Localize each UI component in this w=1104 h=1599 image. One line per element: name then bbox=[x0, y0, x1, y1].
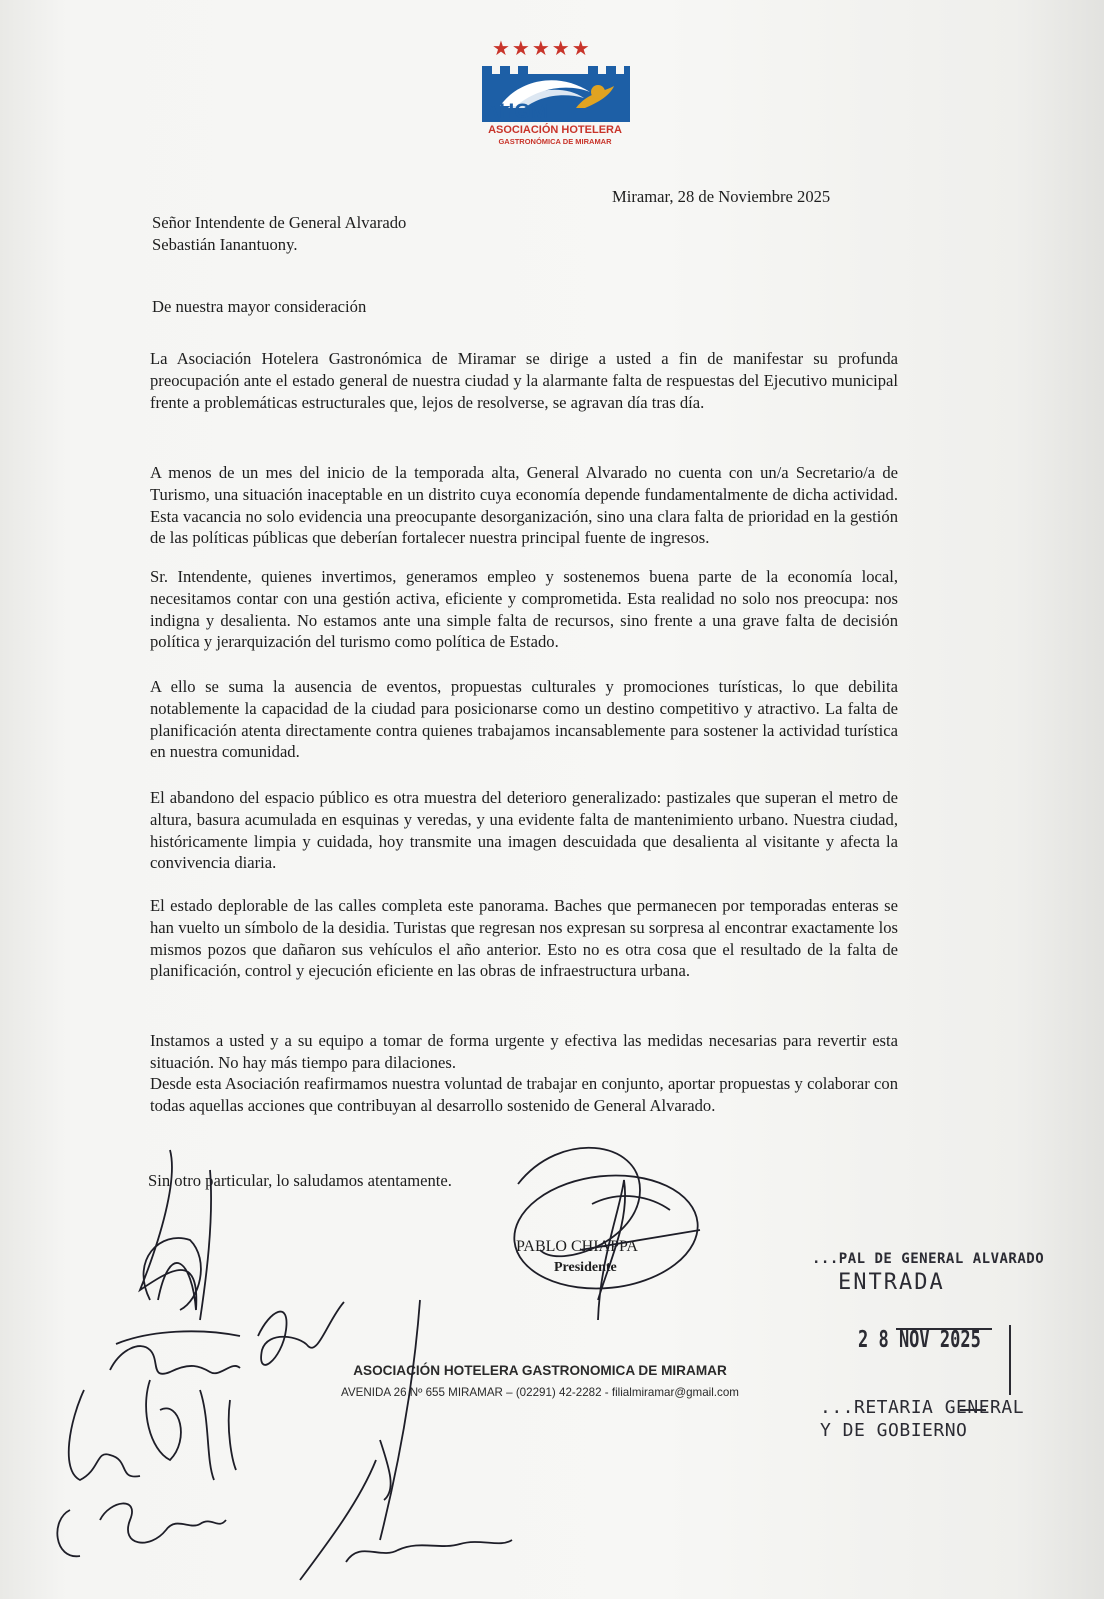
stamp-entrada: ENTRADA bbox=[838, 1270, 945, 1295]
signature-gonzalez-icon bbox=[300, 1300, 512, 1580]
logo-org-line1: ASOCIACIÓN HOTELERA bbox=[488, 124, 622, 136]
stamp-secretaria: ...RETARIA GENERAL bbox=[820, 1397, 1025, 1418]
stamp-gobierno: Y DE GOBIERNO bbox=[820, 1420, 968, 1441]
letter-date: Miramar, 28 de Noviembre 2025 bbox=[612, 187, 831, 206]
body-paragraph: A menos de un mes del inicio de la temporada alta, General Alvarado no cuenta con un/a Secretario/a de Turismo, una situación inaceptable en un distrito cuya economía depende fundamentalmente de dicha actividad. Esta vacancia no solo evidencia una preocupante desorganización, sino una clara falta de prioridad en la gestión de las políticas públicas que deberían fortalecer nuestra principal fuente de ingresos. bbox=[150, 463, 898, 548]
body-paragraph: A ello se suma la ausencia de eventos, propuestas culturales y promociones turísticas, lo que debilita notablemente la capacidad de la ciudad para posicionarse como un destino competitivo y atractivo. La falta de planificación atenta directamente contra quienes trabajamos incansablemente para sostener la actividad turística en nuestra comunidad. bbox=[150, 677, 898, 762]
greeting: De nuestra mayor consideración bbox=[152, 297, 367, 316]
signatory-role: Presidente bbox=[554, 1260, 617, 1275]
body-paragraph: El abandono del espacio público es otra muestra del deterioro generalizado: pastizales que superan el metro de altura, basura acumulada en esquinas y veredas, y una evidente falta de mantenimiento urbano. Nuestra ciudad, históricamente limpia y cuidada, hoy transmite una imagen descuidada que desalienta al visitante y afecta la convivencia diaria. bbox=[150, 788, 898, 873]
body-paragraph: Instamos a usted y a su equipo a tomar de forma urgente y efectiva las medidas necesarias para revertir esta situación. No hay más tiempo para dilaciones. bbox=[150, 1031, 898, 1072]
body-paragraph: El estado deplorable de las calles completa este panorama. Baches que permanecen por temporadas enteras se han vuelto un símbolo de la desidia. Turistas que regresan nos expresan su sorpresa al encontrar exactamente los mismos pozos que dañaron sus vehículos el año anterior. Esto no es otra cosa que el resultado de la falta de planificación, control y ejecución eficiente en las obras de infraestructura urbana. bbox=[150, 896, 898, 981]
stamp-date: 2 8 NOV 2025 bbox=[858, 1326, 981, 1354]
president-signature-icon bbox=[509, 1148, 704, 1320]
signatory-name: PABLO CHIAPPA bbox=[516, 1238, 638, 1255]
body-paragraph: La Asociación Hotelera Gastronómica de Miramar se dirige a usted a fin de manifestar su profunda preocupación ante el estado general de nuestra ciudad y la alarmante falta de respuestas del Ejecutivo municipal frente a problemáticas estructurales que, lejos de resolverse, se agravan día tras día. bbox=[150, 349, 898, 412]
closing-line: Sin otro particular, lo saludamos atentamente. bbox=[148, 1171, 452, 1190]
footer-org-name: ASOCIACIÓN HOTELERA GASTRONOMICA DE MIRAMAR bbox=[353, 1363, 727, 1378]
recipient-line1: Señor Intendente de General Alvarado bbox=[152, 213, 407, 232]
stamp-municipality: ...PAL DE GENERAL ALVARADO bbox=[812, 1251, 1045, 1267]
logo-abbreviation: AHGM bbox=[484, 100, 549, 123]
ahgm-logo bbox=[480, 36, 630, 156]
body-paragraph: Desde esta Asociación reafirmamos nuestra voluntad de trabajar en conjunto, aportar propuestas y colaborar con todas aquellas acciones que contribuyan al desarrollo sostenido de General Alvarado. bbox=[150, 1074, 898, 1115]
signature-staoti-icon bbox=[57, 1503, 226, 1556]
footer-contact: AVENIDA 26 Nº 655 MIRAMAR – (02291) 42-2282 - filialmiramar@gmail.com bbox=[341, 1386, 739, 1399]
logo-org-line2: GASTRONÓMICA DE MIRAMAR bbox=[498, 137, 612, 146]
body-paragraph: Sr. Intendente, quienes invertimos, generamos empleo y sostenemos buena parte de la economía local, necesitamos contar con una gestión activa, eficiente y comprometida. Esta realidad no solo nos preocupa: nos indigna y desalienta. No estamos ante una simple falta de recursos, sino frente a una grave falta de decisión política y jerarquización del turismo como política de Estado. bbox=[150, 567, 898, 652]
recipient-line2: Sebastián Ianantuony. bbox=[152, 235, 298, 254]
signature-luis-icon bbox=[69, 1380, 236, 1480]
logo-stars: ★★★★★ bbox=[492, 36, 592, 60]
